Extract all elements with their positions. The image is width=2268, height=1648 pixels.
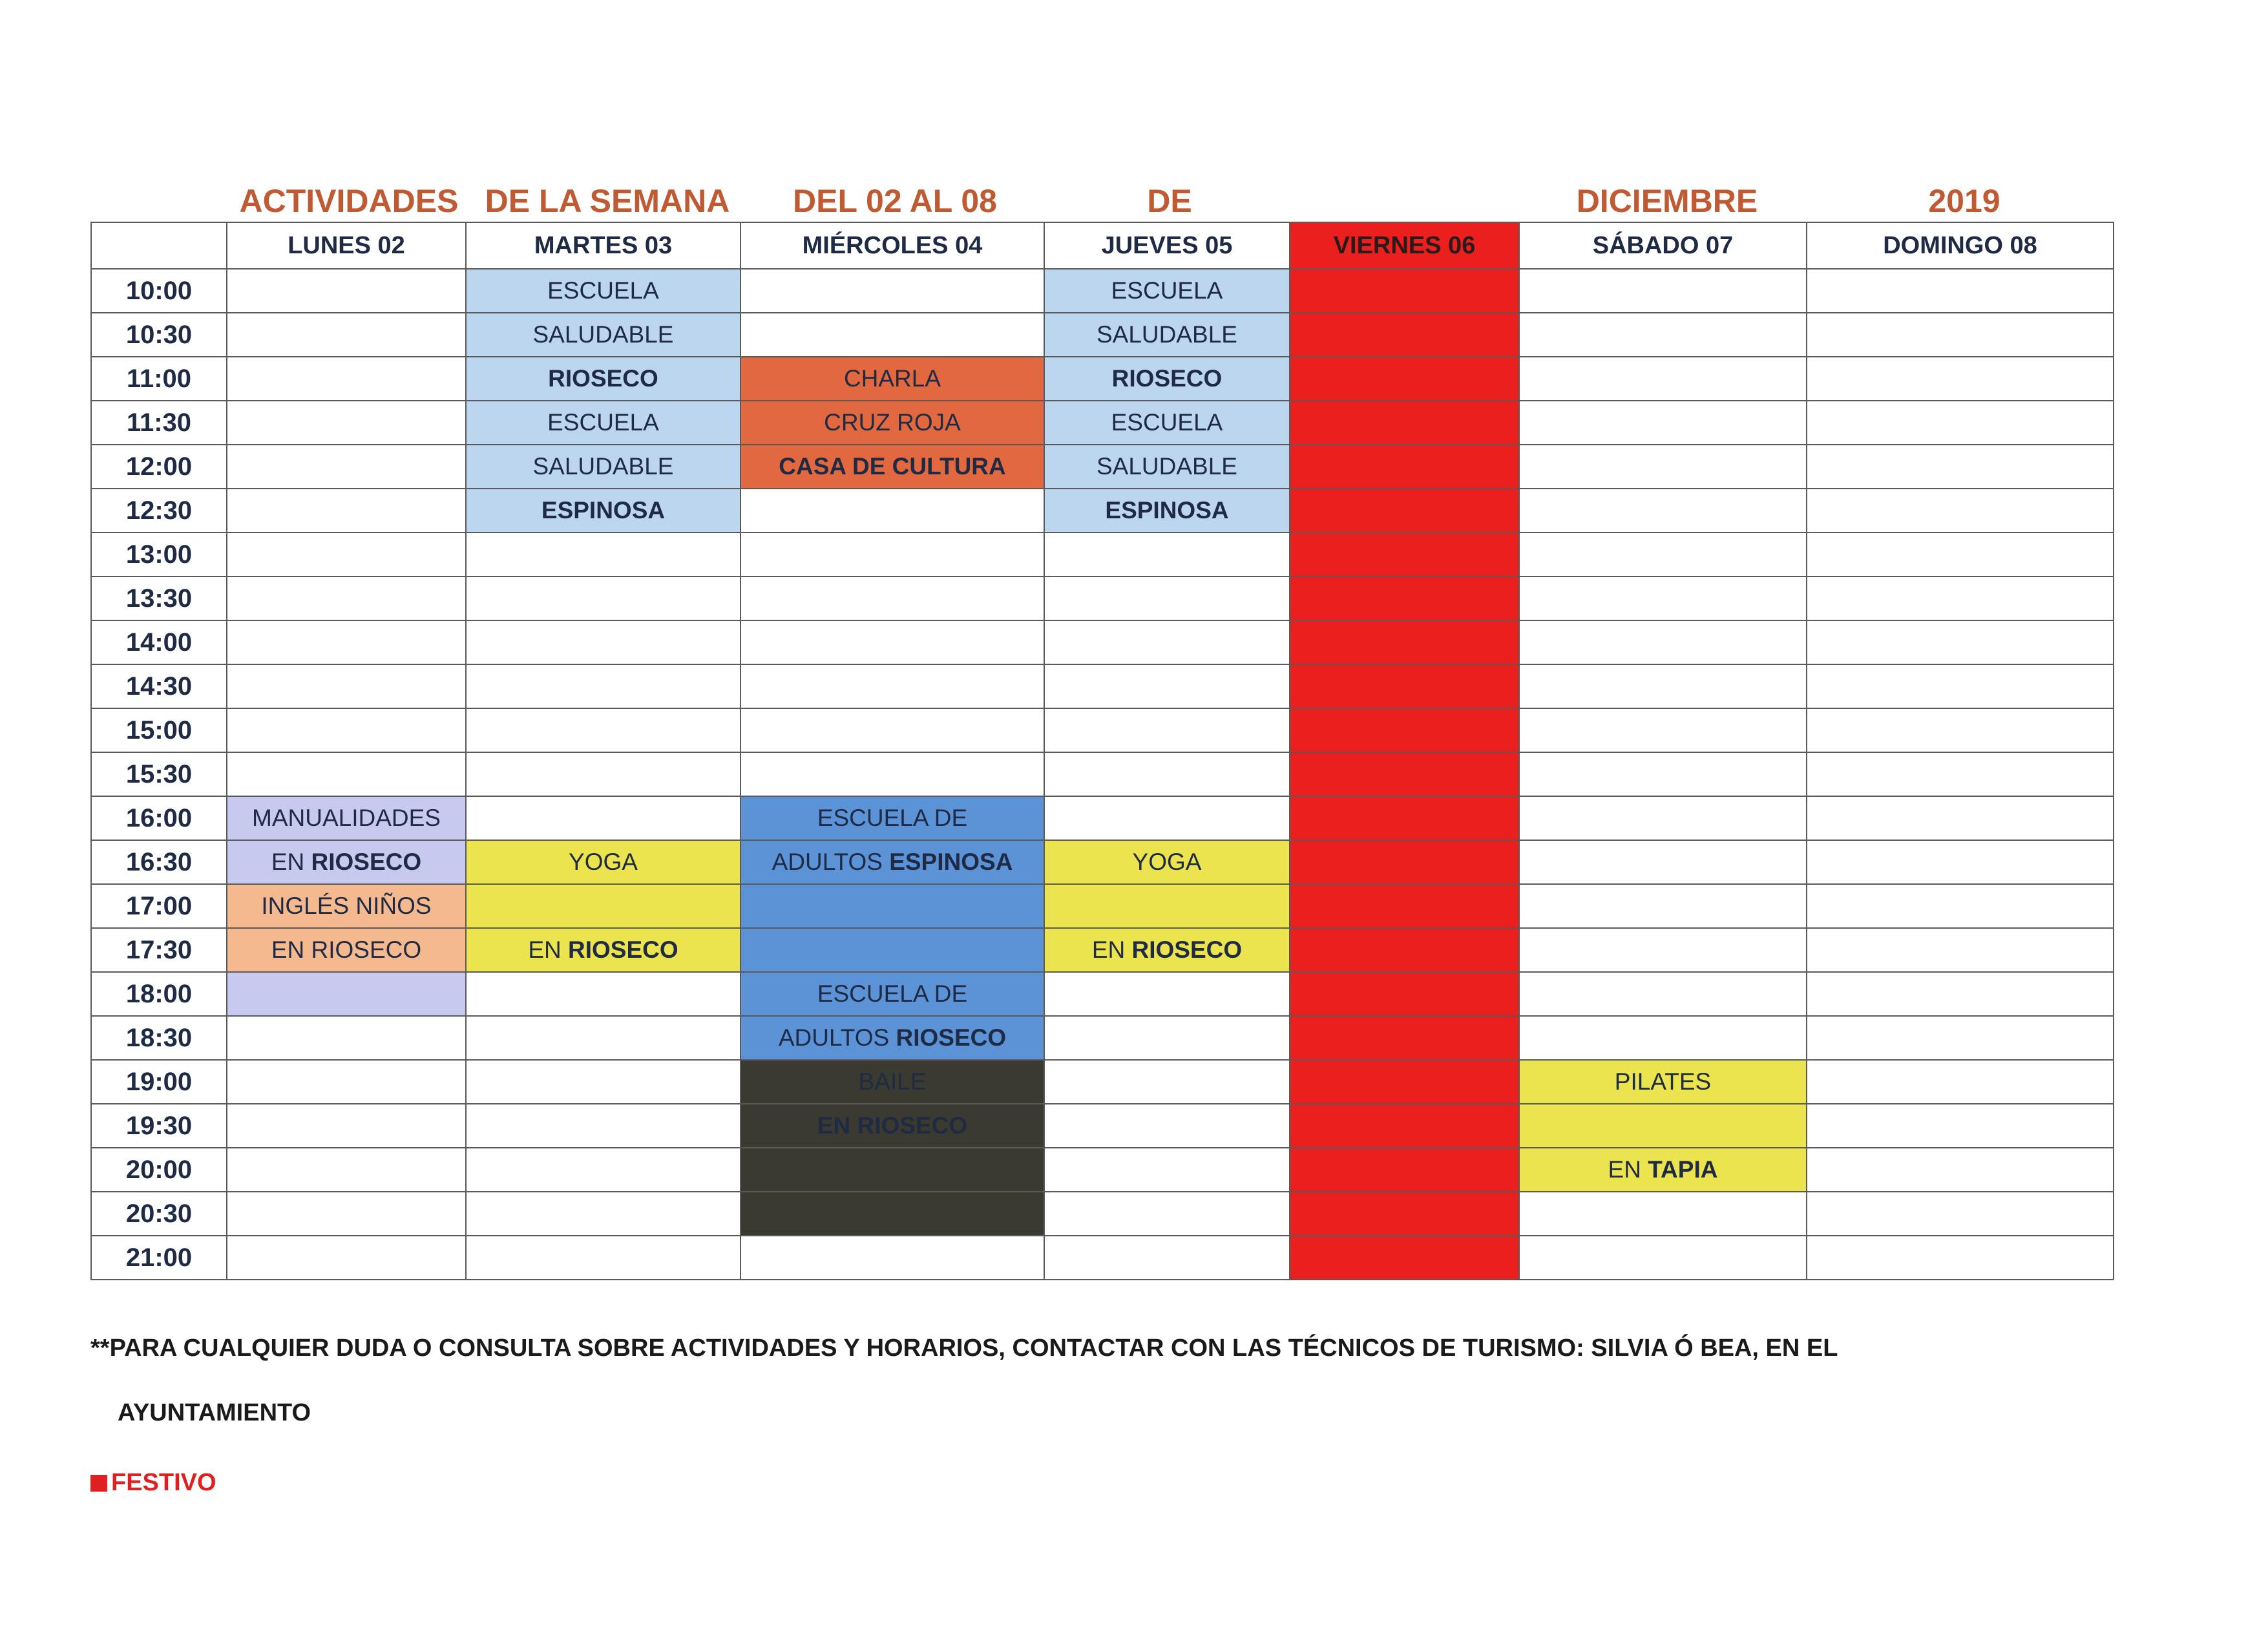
empty-cell — [1807, 1016, 2114, 1060]
time-label: 16:30 — [91, 840, 227, 884]
prefix-en: EN — [1091, 936, 1126, 963]
activity-escuela-adultos — [740, 928, 1044, 972]
activity-escuela-saludable: SALUDABLE — [1044, 313, 1290, 357]
row-1430 — [91, 664, 2114, 708]
empty-cell — [1519, 1016, 1807, 1060]
empty-cell — [1519, 1236, 1807, 1280]
day-header-martes: MARTES 03 — [466, 222, 740, 269]
title-word-fechas: DEL 02 AL 08 — [793, 183, 997, 219]
empty-cell — [227, 1016, 466, 1060]
festivo-cell — [1290, 972, 1519, 1016]
activity-yoga: YOGA — [466, 840, 740, 884]
empty-cell — [1807, 489, 2114, 533]
activity-manualidades — [227, 972, 466, 1016]
row-1500 — [91, 708, 2114, 752]
day-header-viernes: VIERNES 06 — [1290, 222, 1519, 269]
empty-cell — [227, 533, 466, 576]
empty-cell — [1519, 840, 1807, 884]
location-rioseco: RIOSECO — [568, 936, 678, 963]
label-adultos: ADULTOS — [772, 849, 883, 875]
time-label: 10:30 — [91, 313, 227, 357]
empty-cell — [466, 1060, 740, 1104]
empty-cell — [227, 708, 466, 752]
empty-cell — [1807, 1236, 2114, 1280]
row-1400 — [91, 620, 2114, 664]
title-word-actividades: ACTIVIDADES — [239, 183, 459, 219]
festivo-swatch-icon — [90, 1475, 107, 1492]
empty-cell — [1807, 840, 2114, 884]
row-1930 — [91, 1104, 2114, 1148]
time-label: 15:00 — [91, 708, 227, 752]
empty-cell — [1519, 313, 1807, 357]
activity-escuela-saludable: SALUDABLE — [466, 445, 740, 489]
schedule-table — [90, 222, 2114, 1280]
prefix-en: EN — [271, 849, 305, 875]
activity-location — [1519, 1148, 1807, 1192]
empty-cell — [466, 972, 740, 1016]
row-1330 — [91, 576, 2114, 620]
empty-cell — [227, 620, 466, 664]
empty-cell — [466, 620, 740, 664]
row-1100 — [91, 357, 2114, 401]
empty-cell — [227, 1236, 466, 1280]
activity-escuela-saludable: SALUDABLE — [1044, 445, 1290, 489]
empty-cell — [1807, 796, 2114, 840]
empty-cell — [1044, 1192, 1290, 1236]
festivo-cell — [1290, 357, 1519, 401]
activity-pilates — [1519, 1104, 1807, 1148]
activity-baile — [740, 1148, 1044, 1192]
row-1130 — [91, 401, 2114, 445]
empty-cell — [1044, 533, 1290, 576]
empty-cell — [227, 401, 466, 445]
empty-cell — [1519, 796, 1807, 840]
row-1730 — [91, 928, 2114, 972]
time-label: 13:00 — [91, 533, 227, 576]
festivo-cell — [1290, 1060, 1519, 1104]
festivo-cell — [1290, 1148, 1519, 1192]
empty-cell — [466, 708, 740, 752]
festivo-cell — [1290, 708, 1519, 752]
empty-cell — [466, 533, 740, 576]
activity-location — [1044, 489, 1290, 533]
activity-location — [740, 840, 1044, 884]
empty-cell — [1519, 708, 1807, 752]
empty-cell — [227, 1104, 466, 1148]
empty-cell — [466, 576, 740, 620]
location-espinosa: ESPINOSA — [1105, 497, 1229, 523]
time-label: 14:00 — [91, 620, 227, 664]
activity-escuela-saludable: ESCUELA — [466, 269, 740, 313]
festivo-cell — [1290, 1104, 1519, 1148]
activity-location — [740, 445, 1044, 489]
festivo-cell — [1290, 620, 1519, 664]
empty-cell — [740, 664, 1044, 708]
festivo-cell — [1290, 840, 1519, 884]
activity-escuela-saludable: SALUDABLE — [466, 313, 740, 357]
empty-cell — [740, 313, 1044, 357]
festivo-cell — [1290, 752, 1519, 796]
empty-cell — [1044, 708, 1290, 752]
empty-cell — [227, 1148, 466, 1192]
empty-cell — [1807, 752, 2114, 796]
empty-cell — [1044, 796, 1290, 840]
activity-baile — [740, 1192, 1044, 1236]
empty-cell — [227, 357, 466, 401]
activity-manualidades: MANUALIDADES — [227, 796, 466, 840]
empty-cell — [1807, 884, 2114, 928]
time-label: 20:30 — [91, 1192, 227, 1236]
festivo-cell — [1290, 269, 1519, 313]
festivo-cell — [1290, 489, 1519, 533]
row-2100 — [91, 1236, 2114, 1280]
time-label: 19:00 — [91, 1060, 227, 1104]
location-rioseco: RIOSECO — [311, 849, 422, 875]
day-header-lunes: LUNES 02 — [227, 222, 466, 269]
time-label: 17:00 — [91, 884, 227, 928]
activity-escuela-saludable: ESCUELA — [1044, 401, 1290, 445]
activity-location — [227, 840, 466, 884]
empty-cell — [227, 752, 466, 796]
empty-cell — [1807, 313, 2114, 357]
empty-cell — [227, 664, 466, 708]
empty-cell — [466, 796, 740, 840]
empty-cell — [227, 269, 466, 313]
time-label: 13:30 — [91, 576, 227, 620]
empty-cell — [466, 1236, 740, 1280]
empty-cell — [1807, 664, 2114, 708]
empty-cell — [1519, 533, 1807, 576]
time-label: 12:30 — [91, 489, 227, 533]
empty-cell — [740, 708, 1044, 752]
empty-cell — [1807, 401, 2114, 445]
empty-cell — [1519, 928, 1807, 972]
empty-cell — [1519, 972, 1807, 1016]
location-espinosa: ESPINOSA — [541, 497, 666, 523]
empty-cell — [740, 576, 1044, 620]
empty-cell — [227, 313, 466, 357]
empty-cell — [1044, 1236, 1290, 1280]
prefix-en: EN — [528, 936, 562, 963]
activity-location — [1044, 357, 1290, 401]
empty-cell — [466, 1148, 740, 1192]
empty-cell — [227, 489, 466, 533]
row-1300 — [91, 533, 2114, 576]
time-label: 21:00 — [91, 1236, 227, 1280]
empty-cell — [740, 1236, 1044, 1280]
empty-cell — [1807, 445, 2114, 489]
empty-cell — [740, 620, 1044, 664]
time-label: 16:00 — [91, 796, 227, 840]
empty-cell — [1807, 972, 2114, 1016]
empty-cell — [740, 489, 1044, 533]
empty-cell — [1044, 1016, 1290, 1060]
empty-cell — [466, 1192, 740, 1236]
empty-cell — [1519, 489, 1807, 533]
festivo-cell — [1290, 664, 1519, 708]
activity-yoga: YOGA — [1044, 840, 1290, 884]
row-1030 — [91, 313, 2114, 357]
activity-charla: CRUZ ROJA — [740, 401, 1044, 445]
time-label: 10:00 — [91, 269, 227, 313]
row-1900 — [91, 1060, 2114, 1104]
empty-cell — [1519, 1192, 1807, 1236]
row-1800 — [91, 972, 2114, 1016]
empty-cell — [1044, 576, 1290, 620]
empty-cell — [227, 445, 466, 489]
empty-cell — [1519, 576, 1807, 620]
empty-cell — [1807, 269, 2114, 313]
festivo-cell — [1290, 576, 1519, 620]
row-1630 — [91, 840, 2114, 884]
activity-location — [466, 928, 740, 972]
title-word-de: DE — [1147, 183, 1192, 219]
title-word-mes: DICIEMBRE — [1576, 183, 1758, 219]
festivo-cell — [1290, 1192, 1519, 1236]
festivo-cell — [1290, 884, 1519, 928]
activity-ingles-ninos: INGLÉS NIÑOS — [227, 884, 466, 928]
row-2030 — [91, 1192, 2114, 1236]
legend-festivo-label: FESTIVO — [111, 1469, 216, 1496]
empty-cell — [1044, 1060, 1290, 1104]
activity-location — [1044, 928, 1290, 972]
empty-cell — [1519, 620, 1807, 664]
time-label: 11:30 — [91, 401, 227, 445]
empty-cell — [740, 269, 1044, 313]
location-espinosa: ESPINOSA — [889, 849, 1013, 875]
festivo-cell — [1290, 313, 1519, 357]
row-2000 — [91, 1148, 2114, 1192]
empty-cell — [1807, 1192, 2114, 1236]
festivo-cell — [1290, 796, 1519, 840]
activity-baile — [740, 1104, 1044, 1148]
time-label: 17:30 — [91, 928, 227, 972]
activity-escuela-adultos: ESCUELA DE — [740, 796, 1044, 840]
row-1700 — [91, 884, 2114, 928]
empty-cell — [227, 1060, 466, 1104]
day-header-domingo: DOMINGO 08 — [1807, 222, 2114, 269]
empty-cell — [1807, 1148, 2114, 1192]
time-label: 18:00 — [91, 972, 227, 1016]
activity-location — [466, 357, 740, 401]
festivo-cell — [1290, 1016, 1519, 1060]
row-1530 — [91, 752, 2114, 796]
empty-cell — [740, 752, 1044, 796]
header-row — [91, 222, 2114, 269]
activity-baile: BAILE — [740, 1060, 1044, 1104]
title-word-anio: 2019 — [1928, 183, 2000, 219]
location-rioseco: RIOSECO — [548, 365, 658, 392]
empty-cell — [1044, 1148, 1290, 1192]
empty-cell — [1807, 357, 2114, 401]
empty-cell — [1807, 708, 2114, 752]
activity-pilates: PILATES — [1519, 1060, 1807, 1104]
legend-festivo — [90, 1469, 216, 1497]
activity-location — [740, 1016, 1044, 1060]
empty-cell — [1044, 752, 1290, 796]
empty-cell — [466, 1016, 740, 1060]
location-rioseco: RIOSECO — [896, 1024, 1007, 1051]
empty-cell — [1519, 752, 1807, 796]
festivo-cell — [1290, 1236, 1519, 1280]
festivo-cell — [1290, 533, 1519, 576]
location-tapia: TAPIA — [1648, 1156, 1718, 1183]
empty-cell — [1519, 884, 1807, 928]
location-rioseco: EN RIOSECO — [817, 1112, 968, 1139]
row-1830 — [91, 1016, 2114, 1060]
row-1200 — [91, 445, 2114, 489]
activity-location — [466, 489, 740, 533]
activity-yoga — [1044, 884, 1290, 928]
time-label: 11:00 — [91, 357, 227, 401]
time-label: 20:00 — [91, 1148, 227, 1192]
location-rioseco: RIOSECO — [1131, 936, 1243, 963]
time-label: 19:30 — [91, 1104, 227, 1148]
prefix-en: EN — [1608, 1156, 1641, 1183]
activity-yoga — [466, 884, 740, 928]
empty-cell — [1519, 269, 1807, 313]
activity-escuela-saludable: ESCUELA — [1044, 269, 1290, 313]
empty-cell — [1044, 1104, 1290, 1148]
empty-cell — [466, 1104, 740, 1148]
activity-escuela-adultos — [740, 884, 1044, 928]
day-header-sabado: SÁBADO 07 — [1519, 222, 1807, 269]
empty-cell — [1807, 928, 2114, 972]
empty-cell — [1807, 533, 2114, 576]
activity-ingles-ninos: EN RIOSECO — [227, 928, 466, 972]
festivo-cell — [1290, 401, 1519, 445]
time-label: 14:30 — [91, 664, 227, 708]
empty-cell — [1044, 620, 1290, 664]
empty-cell — [227, 1192, 466, 1236]
time-label: 12:00 — [91, 445, 227, 489]
empty-cell — [1519, 401, 1807, 445]
empty-cell — [1807, 1060, 2114, 1104]
empty-cell — [227, 576, 466, 620]
corner-cell — [91, 222, 227, 269]
day-header-miercoles: MIÉRCOLES 04 — [740, 222, 1044, 269]
empty-cell — [1044, 972, 1290, 1016]
empty-cell — [740, 533, 1044, 576]
contact-note-continued: AYUNTAMIENTO — [118, 1399, 311, 1426]
activity-charla: CHARLA — [740, 357, 1044, 401]
activity-escuela-adultos: ESCUELA DE — [740, 972, 1044, 1016]
contact-note: **PARA CUALQUIER DUDA O CONSULTA SOBRE ACTIVIDADES Y HORARIOS, CONTACTAR CON LAS TÉCNICOS DE TURISMO: SILVIA Ó BEA, EN EL — [90, 1335, 1838, 1362]
empty-cell — [1519, 357, 1807, 401]
empty-cell — [1519, 445, 1807, 489]
empty-cell — [1807, 1104, 2114, 1148]
location-casa-cultura: CASA DE CULTURA — [779, 453, 1006, 480]
row-1600 — [91, 796, 2114, 840]
title-word-semana: DE LA SEMANA — [485, 183, 730, 219]
row-1000 — [91, 269, 2114, 313]
row-1230 — [91, 489, 2114, 533]
day-header-jueves: JUEVES 05 — [1044, 222, 1290, 269]
empty-cell — [466, 664, 740, 708]
empty-cell — [1807, 576, 2114, 620]
time-label: 15:30 — [91, 752, 227, 796]
label-adultos: ADULTOS — [778, 1024, 890, 1051]
festivo-cell — [1290, 928, 1519, 972]
empty-cell — [1044, 664, 1290, 708]
time-label: 18:30 — [91, 1016, 227, 1060]
empty-cell — [466, 752, 740, 796]
empty-cell — [1519, 664, 1807, 708]
empty-cell — [1807, 620, 2114, 664]
festivo-cell — [1290, 445, 1519, 489]
location-rioseco: RIOSECO — [1111, 365, 1223, 392]
activity-escuela-saludable: ESCUELA — [466, 401, 740, 445]
